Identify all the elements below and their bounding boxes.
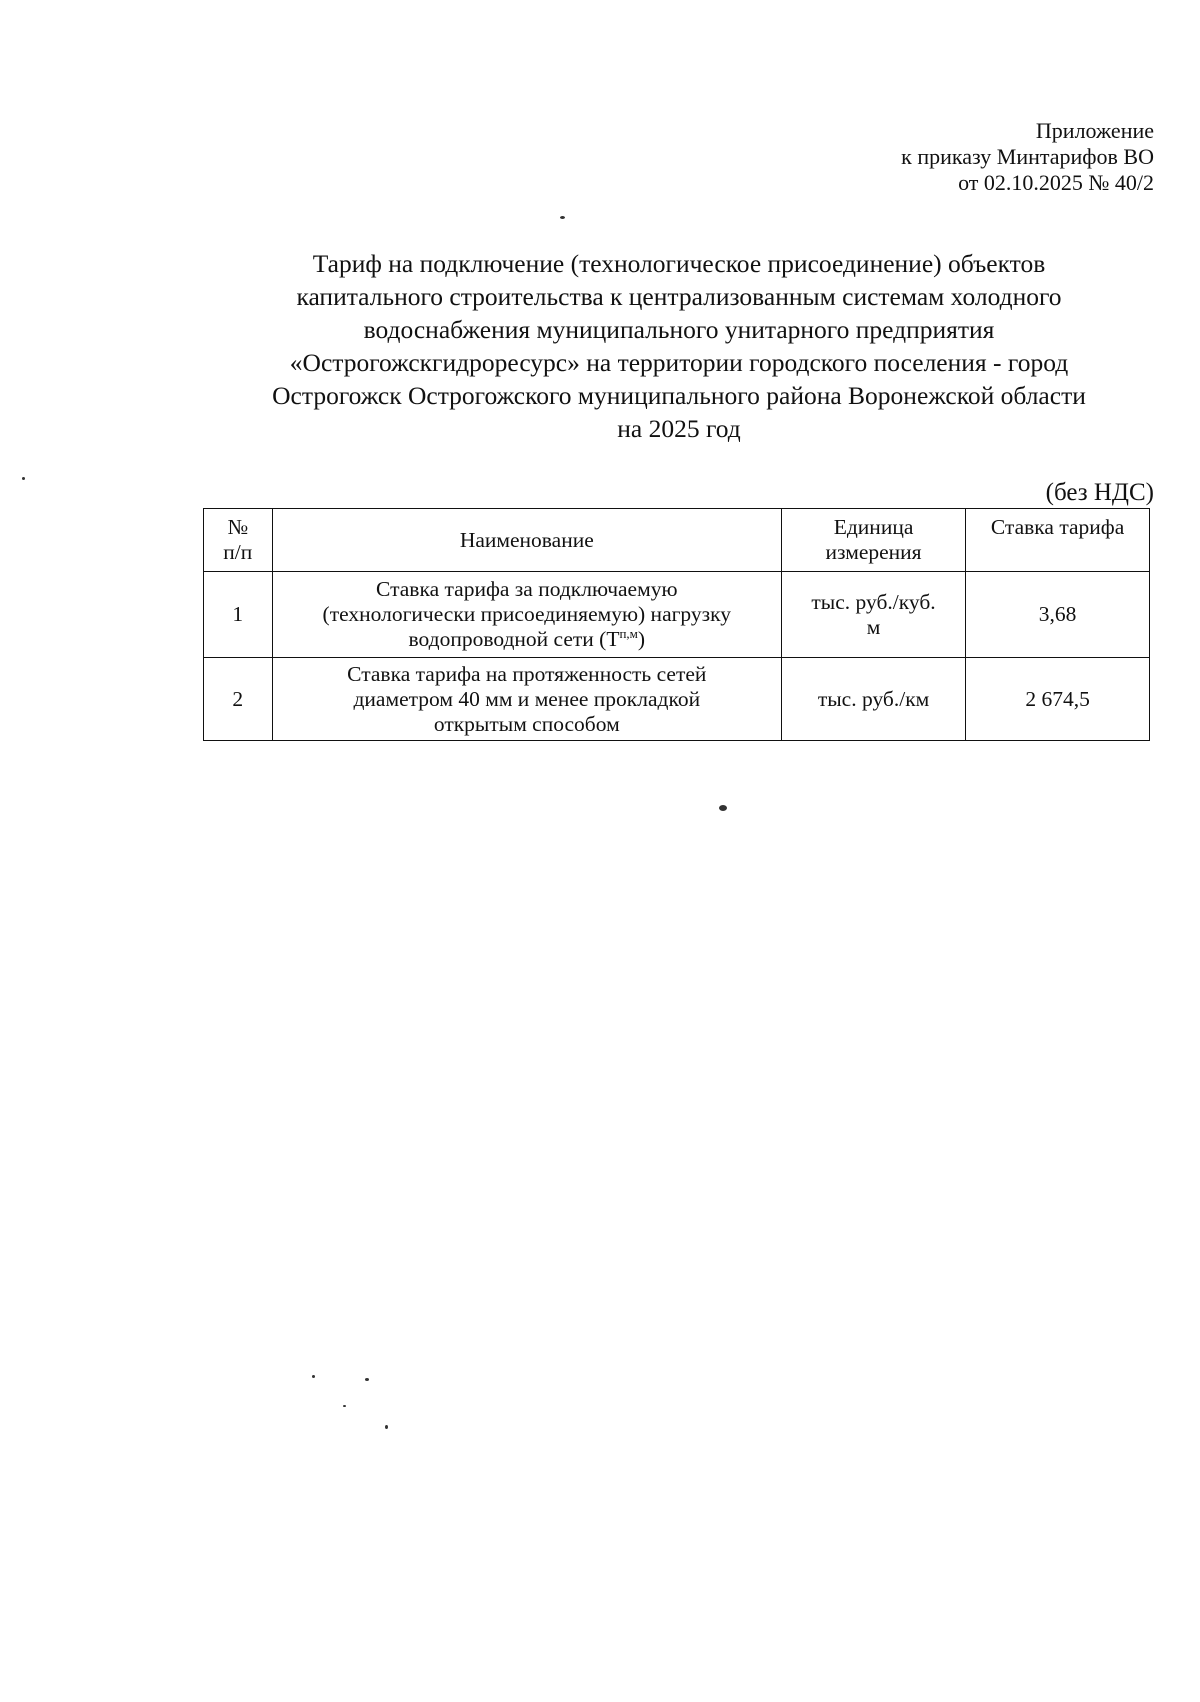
row-name-line: Ставка тарифа на протяженность сетей xyxy=(347,661,707,686)
row-name-superscript: п,м xyxy=(619,625,638,641)
title-line: «Острогожскгидроресурс» на территории городского поселения - город xyxy=(289,348,1069,377)
title-line: капитального строительства к централизованным системам холодного xyxy=(296,282,1062,311)
appendix-label: Приложение xyxy=(1035,118,1154,143)
header-unit xyxy=(781,509,965,572)
row-number: 2 xyxy=(204,658,273,741)
scan-speck xyxy=(365,1378,369,1381)
vat-note: (без НДС) xyxy=(1045,479,1154,506)
header-unit-line1: Единица xyxy=(833,515,914,539)
row-name-tail: ) xyxy=(637,627,646,651)
header-number-abbr: п/п xyxy=(223,540,253,564)
row-rate: 3,68 xyxy=(966,572,1150,658)
appendix-header xyxy=(901,118,1154,196)
row-name-line: диаметром 40 мм и менее прокладкой xyxy=(353,686,701,711)
row-name xyxy=(272,572,781,658)
row-unit: тыс. руб./км xyxy=(781,658,965,741)
row-name-line: (технологически присоединяемую) нагрузку xyxy=(322,602,732,626)
scan-speck xyxy=(385,1425,388,1429)
scan-speck xyxy=(22,477,25,480)
header-rate: Ставка тарифа xyxy=(966,509,1150,572)
row-name xyxy=(272,658,781,741)
scan-speck xyxy=(560,216,565,219)
scan-speck xyxy=(343,1405,346,1407)
tariff-table xyxy=(203,508,1150,741)
table-row xyxy=(204,658,1150,741)
row-name-line: Ставка тарифа за подключаемую xyxy=(376,577,678,601)
row-unit-line: тыс. руб./куб. xyxy=(811,589,936,614)
title-line: водоснабжения муниципального унитарного предприятия xyxy=(363,315,995,344)
title-line: Острогожск Острогожского муниципального района Воронежской области xyxy=(272,381,1086,410)
row-name-line: водопроводной сети (Т xyxy=(408,627,620,651)
header-unit-line2: измерения xyxy=(825,540,922,564)
title-line: на 2025 год xyxy=(617,414,741,443)
row-unit-line: м xyxy=(866,614,881,639)
table-header-row xyxy=(204,509,1150,572)
appendix-order-ref: к приказу Минтарифов ВО xyxy=(901,144,1154,169)
document-title xyxy=(200,247,1158,445)
scan-speck xyxy=(719,805,727,811)
header-number-sign: № xyxy=(227,515,249,539)
table-row xyxy=(204,572,1150,658)
header-name: Наименование xyxy=(272,509,781,572)
scan-speck xyxy=(312,1375,315,1378)
header-number xyxy=(204,509,273,572)
row-number: 1 xyxy=(204,572,273,658)
row-name-line: открытым способом xyxy=(433,711,620,736)
row-rate: 2 674,5 xyxy=(966,658,1150,741)
row-unit xyxy=(781,572,965,658)
title-line: Тариф на подключение (технологическое присоединение) объектов xyxy=(312,249,1046,278)
appendix-order-date: от 02.10.2025 № 40/2 xyxy=(958,170,1154,195)
